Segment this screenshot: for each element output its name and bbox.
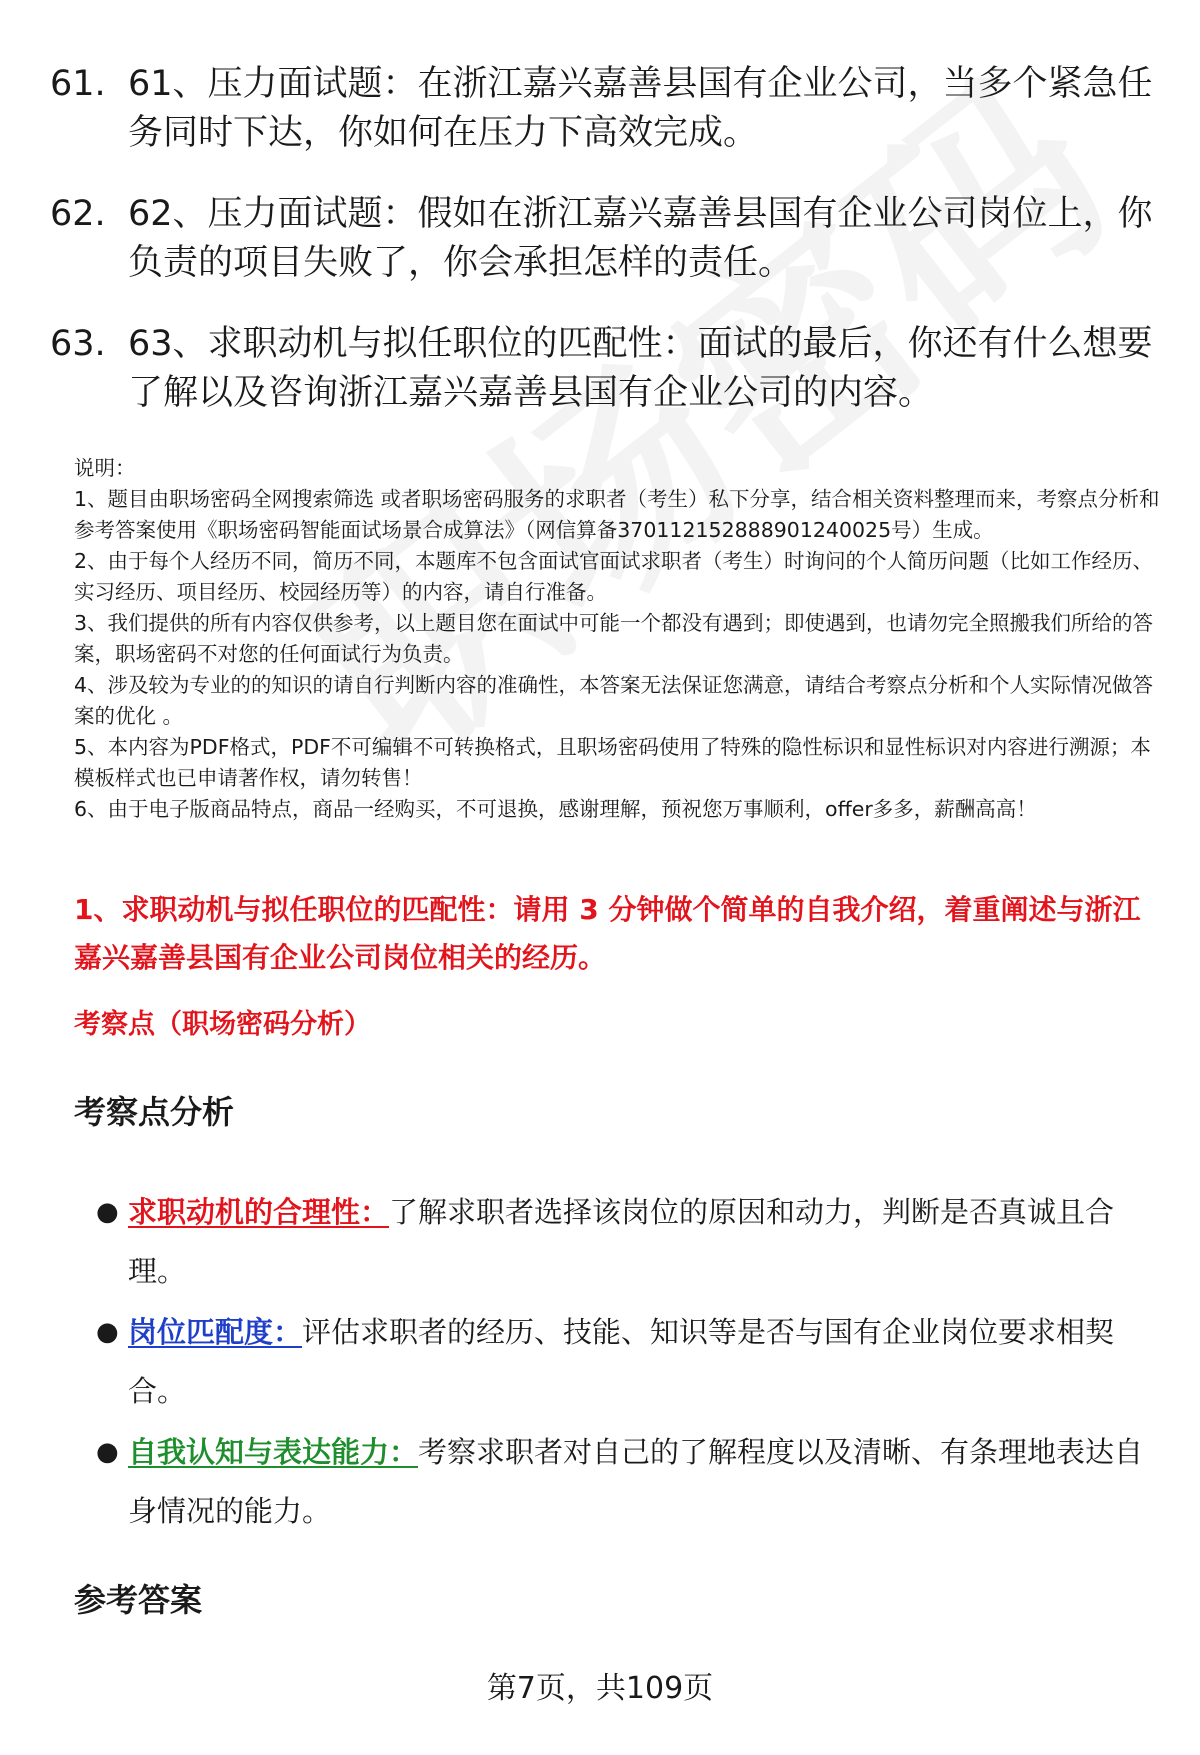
note-item: 1、题目由职场密码全网搜索筛选 或者职场密码服务的求职者（考生）私下分享，结合相关资料整理而来，考察点分析和参考答案使用《职场密码智能面试场景合成算法》（网信算备370112152888901240025号）生成。 xyxy=(74,487,1160,542)
note-item: 4、涉及较为专业的的知识的请自行判断内容的准确性，本答案无法保证您满意，请结合考察点分析和个人实际情况做答案的优化 。 xyxy=(74,673,1154,728)
analysis-item xyxy=(96,1423,1146,1541)
analysis-heading: 考察点分析 xyxy=(74,1093,235,1131)
interview-question-title: 1、求职动机与拟任职位的匹配性：请用 3 分钟做个简单的自我介绍，着重阐述与浙江嘉兴嘉善县国有企业公司岗位相关的经历。 xyxy=(74,893,1141,974)
analysis-item-label: 自我认知与表达能力： xyxy=(128,1435,419,1469)
note-item: 3、我们提供的所有内容仅供参考，以上题目您在面试中可能一个都没有遇到；即使遇到，也请勿完全照搬我们所给的答案，职场密码不对您的任何面试行为负责。 xyxy=(74,611,1154,666)
bullet-icon: ● xyxy=(96,1197,119,1227)
question-item xyxy=(50,190,1160,288)
analysis-item-label: 求职动机的合理性： xyxy=(128,1195,390,1229)
analysis-item xyxy=(96,1183,1146,1301)
question-number: 62. xyxy=(50,194,106,234)
note-item: 5、本内容为PDF格式，PDF不可编辑不可转换格式，且职场密码使用了特殊的隐性标识和显性标识对内容进行溯源；本模板样式也已申请著作权，请勿转售！ xyxy=(74,735,1151,790)
question-item xyxy=(50,320,1160,418)
exam-point-label: 考察点（职场密码分析） xyxy=(74,1009,371,1040)
analysis-item-text: 评估求职者的经历、技能、知识等是否与国有企业岗位要求相契合。 xyxy=(128,1315,1115,1408)
page-footer: 第7页，共109页 xyxy=(486,1671,714,1706)
question-number: 61. xyxy=(50,64,106,104)
question-number: 63. xyxy=(50,324,106,364)
analysis-item-label: 岗位匹配度： xyxy=(128,1315,303,1349)
question-text: 62、压力面试题：假如在浙江嘉兴嘉善县国有企业公司岗位上，你负责的项目失败了，你会承担怎样的责任。 xyxy=(128,194,1153,283)
analysis-item-text: 了解求职者选择该岗位的原因和动力，判断是否真诚且合理。 xyxy=(128,1195,1115,1288)
note-item: 2、由于每个人经历不同，简历不同，本题库不包含面试官面试求职者（考生）时询问的个人简历问题（比如工作经历、实习经历、项目经历、校园经历等）的内容，请自行准备。 xyxy=(74,549,1154,604)
analysis-item-text: 考察求职者对自己的了解程度以及清晰、有条理地表达自身情况的能力。 xyxy=(128,1435,1144,1528)
question-text: 61、压力面试题：在浙江嘉兴嘉善县国有企业公司，当多个紧急任务同时下达，你如何在压力下高效完成。 xyxy=(128,64,1153,153)
bullet-icon: ● xyxy=(96,1437,119,1467)
note-item: 6、由于电子版商品特点，商品一经购买，不可退换，感谢理解，预祝您万事顺利，offer多多，薪酬高高！ xyxy=(74,797,1037,821)
question-text: 63、求职动机与拟任职位的匹配性：面试的最后，你还有什么想要了解以及咨询浙江嘉兴嘉善县国有企业公司的内容。 xyxy=(128,324,1153,413)
bullet-icon: ● xyxy=(96,1317,119,1347)
disclaimer-notes xyxy=(74,453,1164,825)
question-list xyxy=(50,60,1160,450)
answer-heading: 参考答案 xyxy=(74,1581,203,1619)
analysis-item xyxy=(96,1303,1146,1421)
question-item xyxy=(50,60,1160,158)
analysis-list xyxy=(96,1183,1146,1543)
notes-heading: 说明： xyxy=(74,456,136,480)
